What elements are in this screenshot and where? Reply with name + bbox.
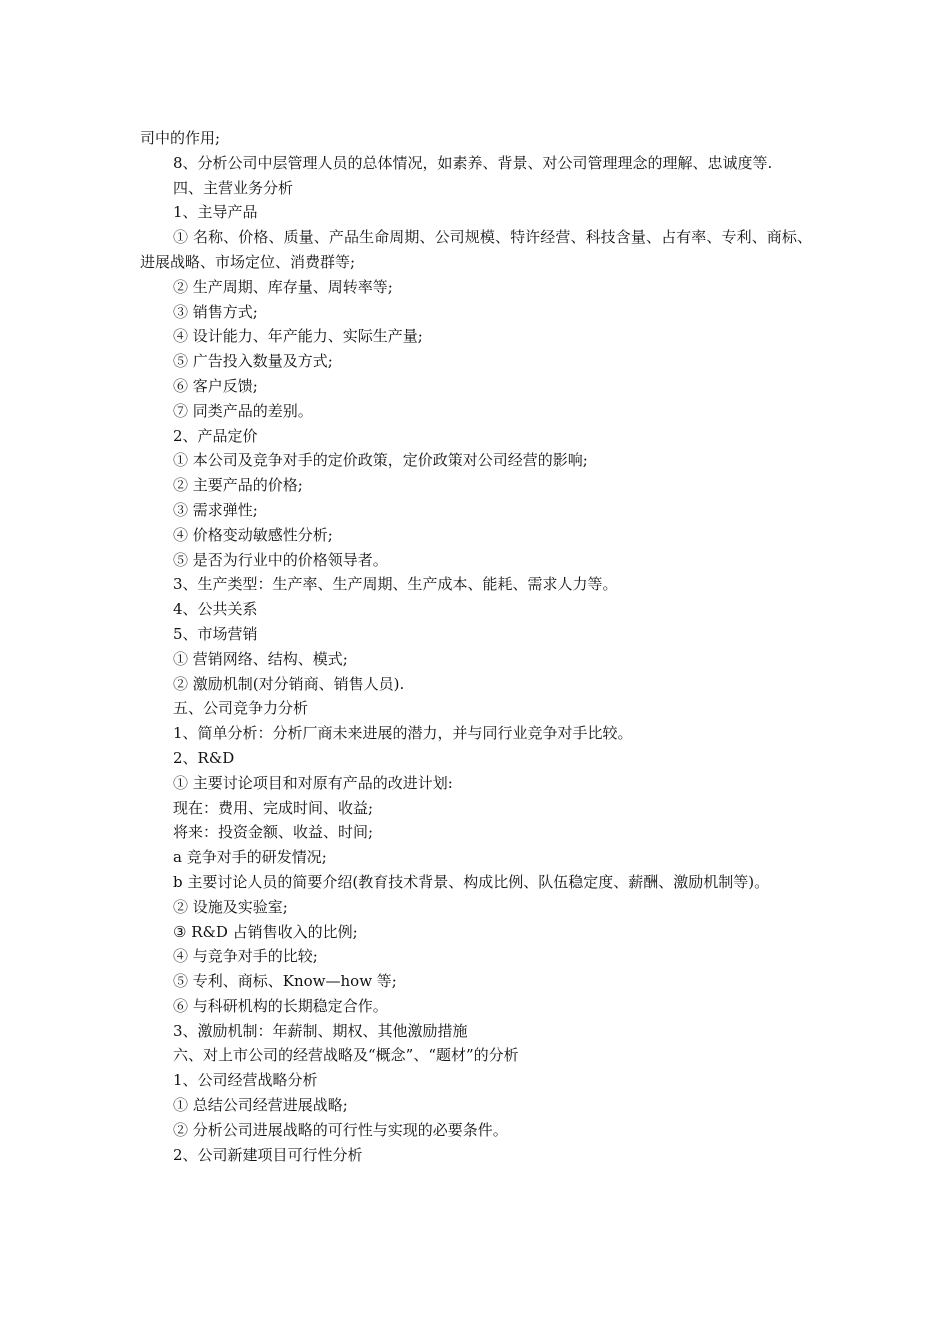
list-item: ① 总结公司经营进展战略; [173,1096,348,1115]
list-item: ① 营销网络、结构、模式; [173,649,348,668]
list-item: a 竞争对手的研发情况; [173,848,327,867]
subsection-heading: 3、激励机制：年薪制、期权、其他激励措施 [173,1021,468,1040]
text-paragraph: b 主要讨论人员的简要介绍(教育技术背景、构成比例、队伍稳定度、薪酬、激励机制等)。 [173,872,770,891]
text-paragraph: ① 名称、价格、质量、产品生命周期、公司规模、特许经营、科技含量、占有率、专利、商标、进展战略、市场定位、消费群等; [140,228,812,271]
list-item: ③ 销售方式; [173,302,258,321]
document-body [140,126,812,1167]
text-line: 现在：费用、完成时间、收益; [173,798,374,817]
list-item: ⑤ 广告投入数量及方式; [173,352,333,371]
section-heading: 四、主营业务分析 [173,178,294,197]
subsection-heading: 1、公司经营战略分析 [173,1071,318,1090]
text-paragraph: 8、分析公司中层管理人员的总体情况，如素养、背景、对公司管理理念的理解、忠诚度等. [173,153,773,172]
list-item: ④ 设计能力、年产能力、实际生产量; [173,327,423,346]
subsection-heading: 3、生产类型：生产率、生产周期、生产成本、能耗、需求人力等。 [173,575,618,594]
list-item: ⑦ 同类产品的差别。 [173,401,313,420]
list-item: ② 主要产品的价格; [173,476,303,495]
subsection-heading: 1、简单分析：分析厂商未来进展的潜力，并与同行业竞争对手比较。 [173,724,633,743]
list-item: ① 主要讨论项目和对原有产品的改进计划: [173,773,453,792]
list-item: ③ 需求弹性; [173,500,258,519]
list-item: ② 生产周期、库存量、周转率等; [173,277,393,296]
text-line: 司中的作用; [140,129,221,147]
section-heading: 六、对上市公司的经营战略及“概念”、“题材”的分析 [173,1046,519,1065]
list-item: ① 本公司及竞争对手的定价政策，定价政策对公司经营的影响; [173,451,588,470]
subsection-heading: 4、公共关系 [173,600,258,619]
list-item: ② 激励机制(对分销商、销售人员). [173,674,405,693]
list-item: ⑥ 与科研机构的长期稳定合作。 [173,996,388,1015]
list-item: ② 分析公司进展战略的可行性与实现的必要条件。 [173,1120,508,1139]
list-item: ⑤ 是否为行业中的价格领导者。 [173,550,388,569]
list-item: ⑥ 客户反馈; [173,376,258,395]
text-line: 将来：投资金额、收益、时间; [173,823,374,842]
subsection-heading: 2、产品定价 [173,426,258,445]
list-item: ⑤ 专利、商标、Know—how 等; [173,972,397,991]
subsection-heading: 2、公司新建项目可行性分析 [173,1145,363,1164]
subsection-heading: 1、主导产品 [173,203,258,222]
subsection-heading: 5、市场营销 [173,624,258,643]
section-heading: 五、公司竞争力分析 [173,699,309,718]
list-item: ④ 价格变动敏感性分析; [173,525,333,544]
subsection-heading: 2、R&D [173,748,235,767]
list-item: ③ R&D 占销售收入的比例; [173,922,358,941]
list-item: ④ 与竞争对手的比较; [173,947,318,966]
list-item: ② 设施及实验室; [173,897,288,916]
